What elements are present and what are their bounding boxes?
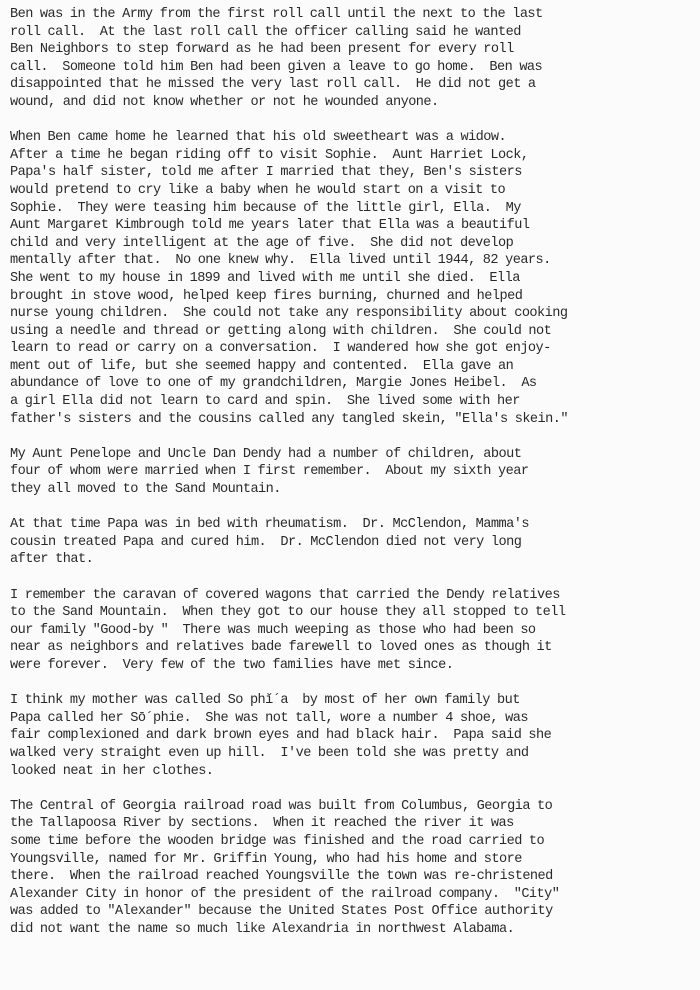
paragraph-caravan [10,587,700,675]
text-line: using a needle and thread or getting along with children. She could not [10,323,552,339]
paragraph-rheumatism [10,516,700,569]
text-line: did not want the name so much like Alexandria in northwest Alabama. [10,921,515,937]
text-line: nurse young children. She could not take any responsibility about cooking [10,306,568,322]
text-line: cousin treated Papa and cured him. Dr. McClendon died not very long [10,534,522,550]
text-line: roll call. At the last roll call the officer calling said he wanted [10,24,521,40]
text-line: After a time he began riding off to visit Sophie. Aunt Harriet Lock, [10,147,529,163]
paragraph-dendy-family [10,446,700,499]
text-line: some time before the wooden bridge was finished and the road carried to [10,833,545,849]
text-line: was added to "Alexander" because the United States Post Office authority [10,904,553,920]
text-line: walked very straight even up hill. I've been told she was pretty and [10,745,529,761]
text-line: My Aunt Penelope and Uncle Dan Dendy had a number of children, about [10,446,522,462]
text-line: father's sisters and the cousins called any tangled skein, "Ella's skein." [10,411,568,427]
text-line: four of whom were married when I first remember. About my sixth year [10,464,529,480]
text-line: wound, and did not know whether or not he wounded anyone. [10,94,439,110]
typewritten-page [10,6,700,956]
text-line: there. When the railroad reached Youngsville the town was re-christened [10,869,553,885]
text-line: were forever. Very few of the two families have met since. [10,657,454,673]
text-line: brought in stove wood, helped keep fires burning, churned and helped [10,288,523,304]
paragraph-railroad [10,798,700,939]
text-line: fair complexioned and dark brown eyes and had black hair. Papa said she [10,728,552,744]
text-line: would pretend to cry like a baby when he would start on a visit to [10,182,506,198]
text-line: Aunt Margaret Kimbrough told me years later that Ella was a beautiful [10,218,530,234]
text-line: disappointed that he missed the very last roll call. He did not get a [10,77,536,93]
text-line: Ben Neighbors to step forward as he had been present for every roll [10,42,514,58]
text-line: She went to my house in 1899 and lived with me until she died. Ella [10,270,520,286]
text-line: Papa called her Sō´phie. She was not tall, wore a number 4 shoe, was [10,710,528,726]
text-line: they all moved to the Sand Mountain. [10,482,281,498]
text-line: our family "Good-by " There was much weeping as those who had been so [10,622,536,638]
text-line: abundance of love to one of my grandchildren, Margie Jones Heibel. As [10,376,537,392]
text-line: I think my mother was called So phĭ´a by most of her own family but [10,693,520,709]
text-line: learn to read or carry on a conversation. I wandered how she got enjoy- [10,341,551,357]
paragraph-mother [10,692,700,780]
text-line: near as neighbors and relatives bade farewell to loved ones as though it [10,640,552,656]
text-line: to the Sand Mountain. When they got to our house they all stopped to tell [10,605,566,621]
text-line: I remember the caravan of covered wagons that carried the Dendy relatives [10,587,560,603]
paragraph-ben-army [10,6,700,112]
text-line: mentally after that. No one knew why. Ella lived until 1944, 82 years. [10,253,551,269]
text-line: Alexander City in honor of the president of the railroad company. "City" [10,886,560,902]
text-line: At that time Papa was in bed with rheumatism. Dr. McClendon, Mamma's [10,517,529,533]
text-line: Youngsville, named for Mr. Griffin Young, who had his home and store [10,851,522,867]
text-line: The Central of Georgia railroad road was built from Columbus, Georgia to [10,798,553,814]
text-line: Ben was in the Army from the first roll call until the next to the last [10,7,543,22]
text-line: after that. [10,552,94,568]
text-line: Sophie. They were teasing him because of the little girl, Ella. My [10,200,521,216]
paragraph-ben-home-ella [10,129,700,428]
text-line: call. Someone told him Ben had been given a leave to go home. Ben was [10,59,543,75]
text-line: child and very intelligent at the age of five. She did not develop [10,235,514,251]
text-line: Papa's half sister, told me after I married that they, Ben's sisters [10,165,522,181]
text-line: the Tallapoosa River by sections. When it reached the river it was [10,816,514,832]
text-line: ment out of life, but she seemed happy and contented. Ella gave an [10,358,514,374]
text-line: When Ben came home he learned that his old sweetheart was a widow. [10,130,507,146]
text-line: looked neat in her clothes. [10,763,214,779]
text-line: a girl Ella did not learn to card and spin. She lived some with her [10,394,520,410]
